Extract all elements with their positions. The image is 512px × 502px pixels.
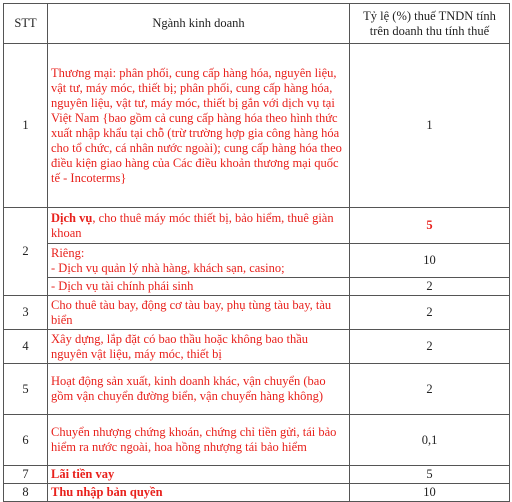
header-row — [4, 4, 510, 44]
tax-rate: 2 — [350, 278, 510, 296]
sector-description-line: Riêng: — [51, 245, 85, 260]
sector-description — [48, 208, 350, 244]
tax-rate: 5 — [350, 466, 510, 484]
tax-rate: 2 — [350, 296, 510, 330]
sector-description — [48, 244, 350, 278]
tax-rate: 5 — [350, 208, 510, 244]
header-stt: STT — [4, 4, 48, 44]
table-row — [4, 415, 510, 466]
row-number: 1 — [4, 44, 48, 208]
tax-rate: 2 — [350, 330, 510, 364]
sector-description: Thương mại: phân phối, cung cấp hàng hóa, nguyên liệu, vật tư, máy móc, thiết bị; phân phối, cung cấp hàng hóa, nguyên liệu, vật tư, máy móc, thiết bị gắn với dịch vụ tại Việt Nam {bao gồm cả cung cấp hàng hóa theo hình thức xuất nhập khẩu tại chỗ (trừ trường hợp gia công hàng hóa cho tổ chức, cá nhân nước ngoài); cung cấp hàng hóa theo điều kiện giao hàng của Các điều khoản thương mại quốc tế - Incoterms} — [48, 44, 350, 208]
row-number: 8 — [4, 484, 48, 502]
sector-description: Thu nhập bản quyền — [48, 484, 350, 502]
sector-description: Lãi tiền vay — [48, 466, 350, 484]
row-number: 5 — [4, 364, 48, 415]
sector-description: Hoạt động sản xuất, kinh doanh khác, vận chuyển (bao gồm vận chuyển đường biển, vận chuyển hàng không) — [48, 364, 350, 415]
table-row — [4, 44, 510, 208]
row-number: 6 — [4, 415, 48, 466]
sector-emphasis: Dịch vụ — [51, 210, 93, 225]
row-number: 3 — [4, 296, 48, 330]
table-row — [4, 208, 510, 244]
sector-description: - Dịch vụ tài chính phái sinh — [48, 278, 350, 296]
table-row — [4, 330, 510, 364]
table-row — [4, 484, 510, 502]
header-tax-rate: Tỷ lệ (%) thuế TNDN tính trên doanh thu tính thuế — [350, 4, 510, 44]
table-row — [4, 244, 510, 278]
sector-description-rest: , cho thuê máy móc thiết bị, bảo hiểm, thuê giàn khoan — [51, 210, 334, 240]
sector-description-line: - Dịch vụ quản lý nhà hàng, khách sạn, casino; — [51, 260, 285, 275]
table-row — [4, 296, 510, 330]
row-number: 7 — [4, 466, 48, 484]
table-row — [4, 364, 510, 415]
tax-rate: 10 — [350, 244, 510, 278]
tax-rate: 2 — [350, 364, 510, 415]
sector-description: Chuyển nhượng chứng khoán, chứng chỉ tiền gửi, tái bảo hiểm ra nước ngoài, hoa hồng nhượng tái bảo hiểm — [48, 415, 350, 466]
row-number: 2 — [4, 208, 48, 296]
header-business-sector: Ngành kinh doanh — [48, 4, 350, 44]
tax-rate-table — [3, 3, 510, 502]
tax-rate: 10 — [350, 484, 510, 502]
sector-description: Xây dựng, lắp đặt có bao thầu hoặc không bao thầu nguyên vật liệu, máy móc, thiết bị — [48, 330, 350, 364]
tax-rate: 0,1 — [350, 415, 510, 466]
table-row — [4, 278, 510, 296]
row-number: 4 — [4, 330, 48, 364]
tax-rate: 1 — [350, 44, 510, 208]
sector-description: Cho thuê tàu bay, động cơ tàu bay, phụ tùng tàu bay, tàu biển — [48, 296, 350, 330]
